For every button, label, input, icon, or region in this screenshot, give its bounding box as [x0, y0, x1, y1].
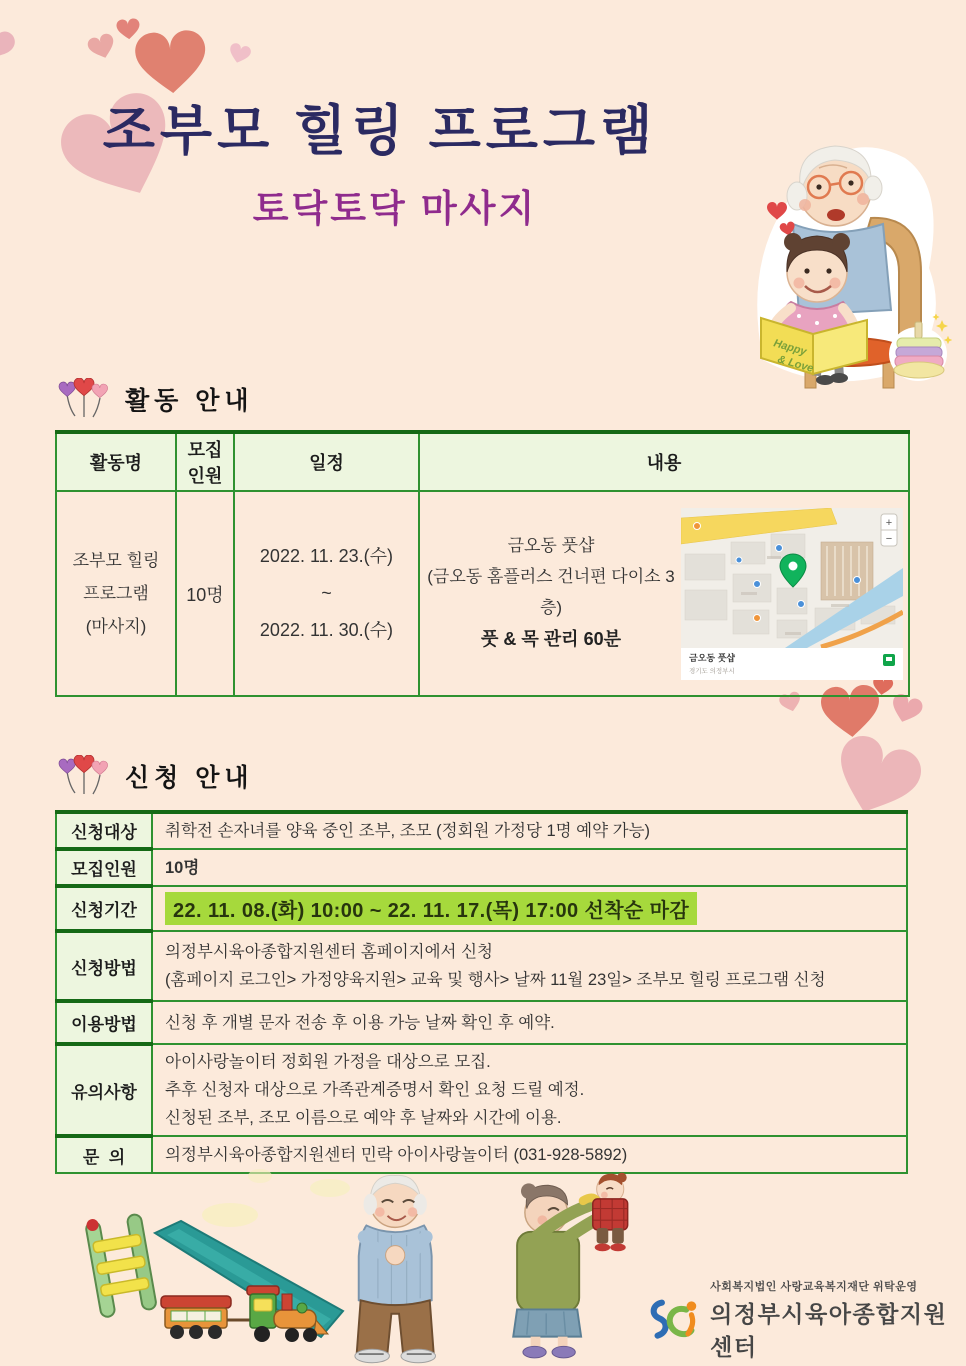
map-zoom-control	[881, 514, 897, 546]
map-zoom-in-button: +	[885, 516, 893, 529]
apply-value: 의정부시육아종합지원센터 홈페이지에서 신청 (홈페이지 로그인> 가정양육지원> 교육 및 행사> 날짜 11월 23일> 조부모 힐링 프로그램 신청	[152, 931, 907, 1001]
apply-label: 신청대상	[56, 812, 152, 849]
apply-row-capacity	[56, 849, 907, 886]
apply-row-notes	[56, 1044, 907, 1136]
section-apply-heading	[57, 755, 254, 797]
book-title-line2: & Love	[776, 353, 815, 375]
apply-label: 문 의	[56, 1136, 152, 1173]
cake-toy-icon	[888, 314, 952, 384]
map-address: 경기도 의정부시	[689, 667, 735, 675]
activity-table	[55, 430, 910, 697]
apply-value: 의정부시육아종합지원센터 민락 아이사랑놀이터 (031-928-5892)	[152, 1136, 907, 1173]
apply-label: 모집인원	[56, 849, 152, 886]
apply-label: 신청기간	[56, 886, 152, 931]
grandfather-illustration	[355, 1175, 436, 1362]
col-header-activity-name: 활동명	[56, 432, 176, 491]
page-title: 조부모 힐링 프로그램	[102, 101, 658, 161]
map-zoom-out-button: −	[885, 532, 893, 545]
grandmother-child-illustration	[513, 1173, 627, 1358]
organization-logo	[648, 1278, 966, 1362]
apply-value: 10명	[152, 849, 907, 886]
apply-value	[152, 886, 907, 931]
map-place-name: 금오동 풋샵	[689, 652, 735, 663]
map-image	[681, 508, 903, 680]
apply-value: 신청 후 개별 문자 전송 후 이용 가능 날짜 확인 후 예약.	[152, 1001, 907, 1044]
balloon-hearts-icon	[57, 755, 111, 797]
section-activity-heading	[57, 378, 254, 420]
col-header-capacity: 모집 인원	[176, 432, 234, 491]
activity-name-cell: 조부모 힐링 프로그램 (마사지)	[56, 491, 176, 696]
apply-row-method	[56, 931, 907, 1001]
apply-row-period	[56, 886, 907, 931]
section-apply-title: 신청 안내	[125, 764, 254, 792]
logo-title: 의정부시육아종합지원센터	[710, 1301, 948, 1360]
apply-row-target	[56, 812, 907, 849]
section-activity-title: 활동 안내	[125, 387, 254, 415]
apply-label: 이용방법	[56, 1001, 152, 1044]
page-subtitle: 토닥토닥 마사지	[252, 188, 538, 229]
logo-subtitle: 사회복지법인 사랑교육복지재단 위탁운영	[710, 1281, 918, 1293]
apply-label: 신청방법	[56, 931, 152, 1001]
logo-mark	[648, 1295, 700, 1345]
apply-table	[55, 810, 908, 1174]
apply-row-usage	[56, 1001, 907, 1044]
balloon-hearts-icon	[57, 378, 111, 420]
col-header-content: 내용	[419, 432, 909, 491]
book-title-line1: Happy	[772, 337, 808, 359]
col-header-schedule: 일정	[234, 432, 419, 491]
activity-content-cell	[419, 491, 909, 696]
activity-schedule-cell: 2022. 11. 23.(수) ~ 2022. 11. 30.(수)	[234, 491, 419, 696]
activity-content-text: 금오동 풋샵 (금오동 홈플러스 건너편 다이소 3층) 풋 & 목 관리 60분	[427, 536, 675, 650]
activity-row	[56, 491, 909, 696]
period-highlight: 22. 11. 08.(화) 10:00 ~ 22. 11. 17.(목) 17:00 선착순 마감	[165, 892, 697, 925]
activity-capacity-cell: 10명	[176, 491, 234, 696]
apply-label: 유의사항	[56, 1044, 152, 1136]
apply-value: 아이사랑놀이터 정회원 가정을 대상으로 모집. 추후 신청자 대상으로 가족관계증명서 확인 요청 드릴 예정. 신청된 조부, 조모 이름으로 예약 후 날짜와 시간에 이용.	[152, 1044, 907, 1136]
apply-value: 취학전 손자녀를 양육 중인 조부, 조모 (정회원 가정당 1명 예약 가능)	[152, 812, 907, 849]
